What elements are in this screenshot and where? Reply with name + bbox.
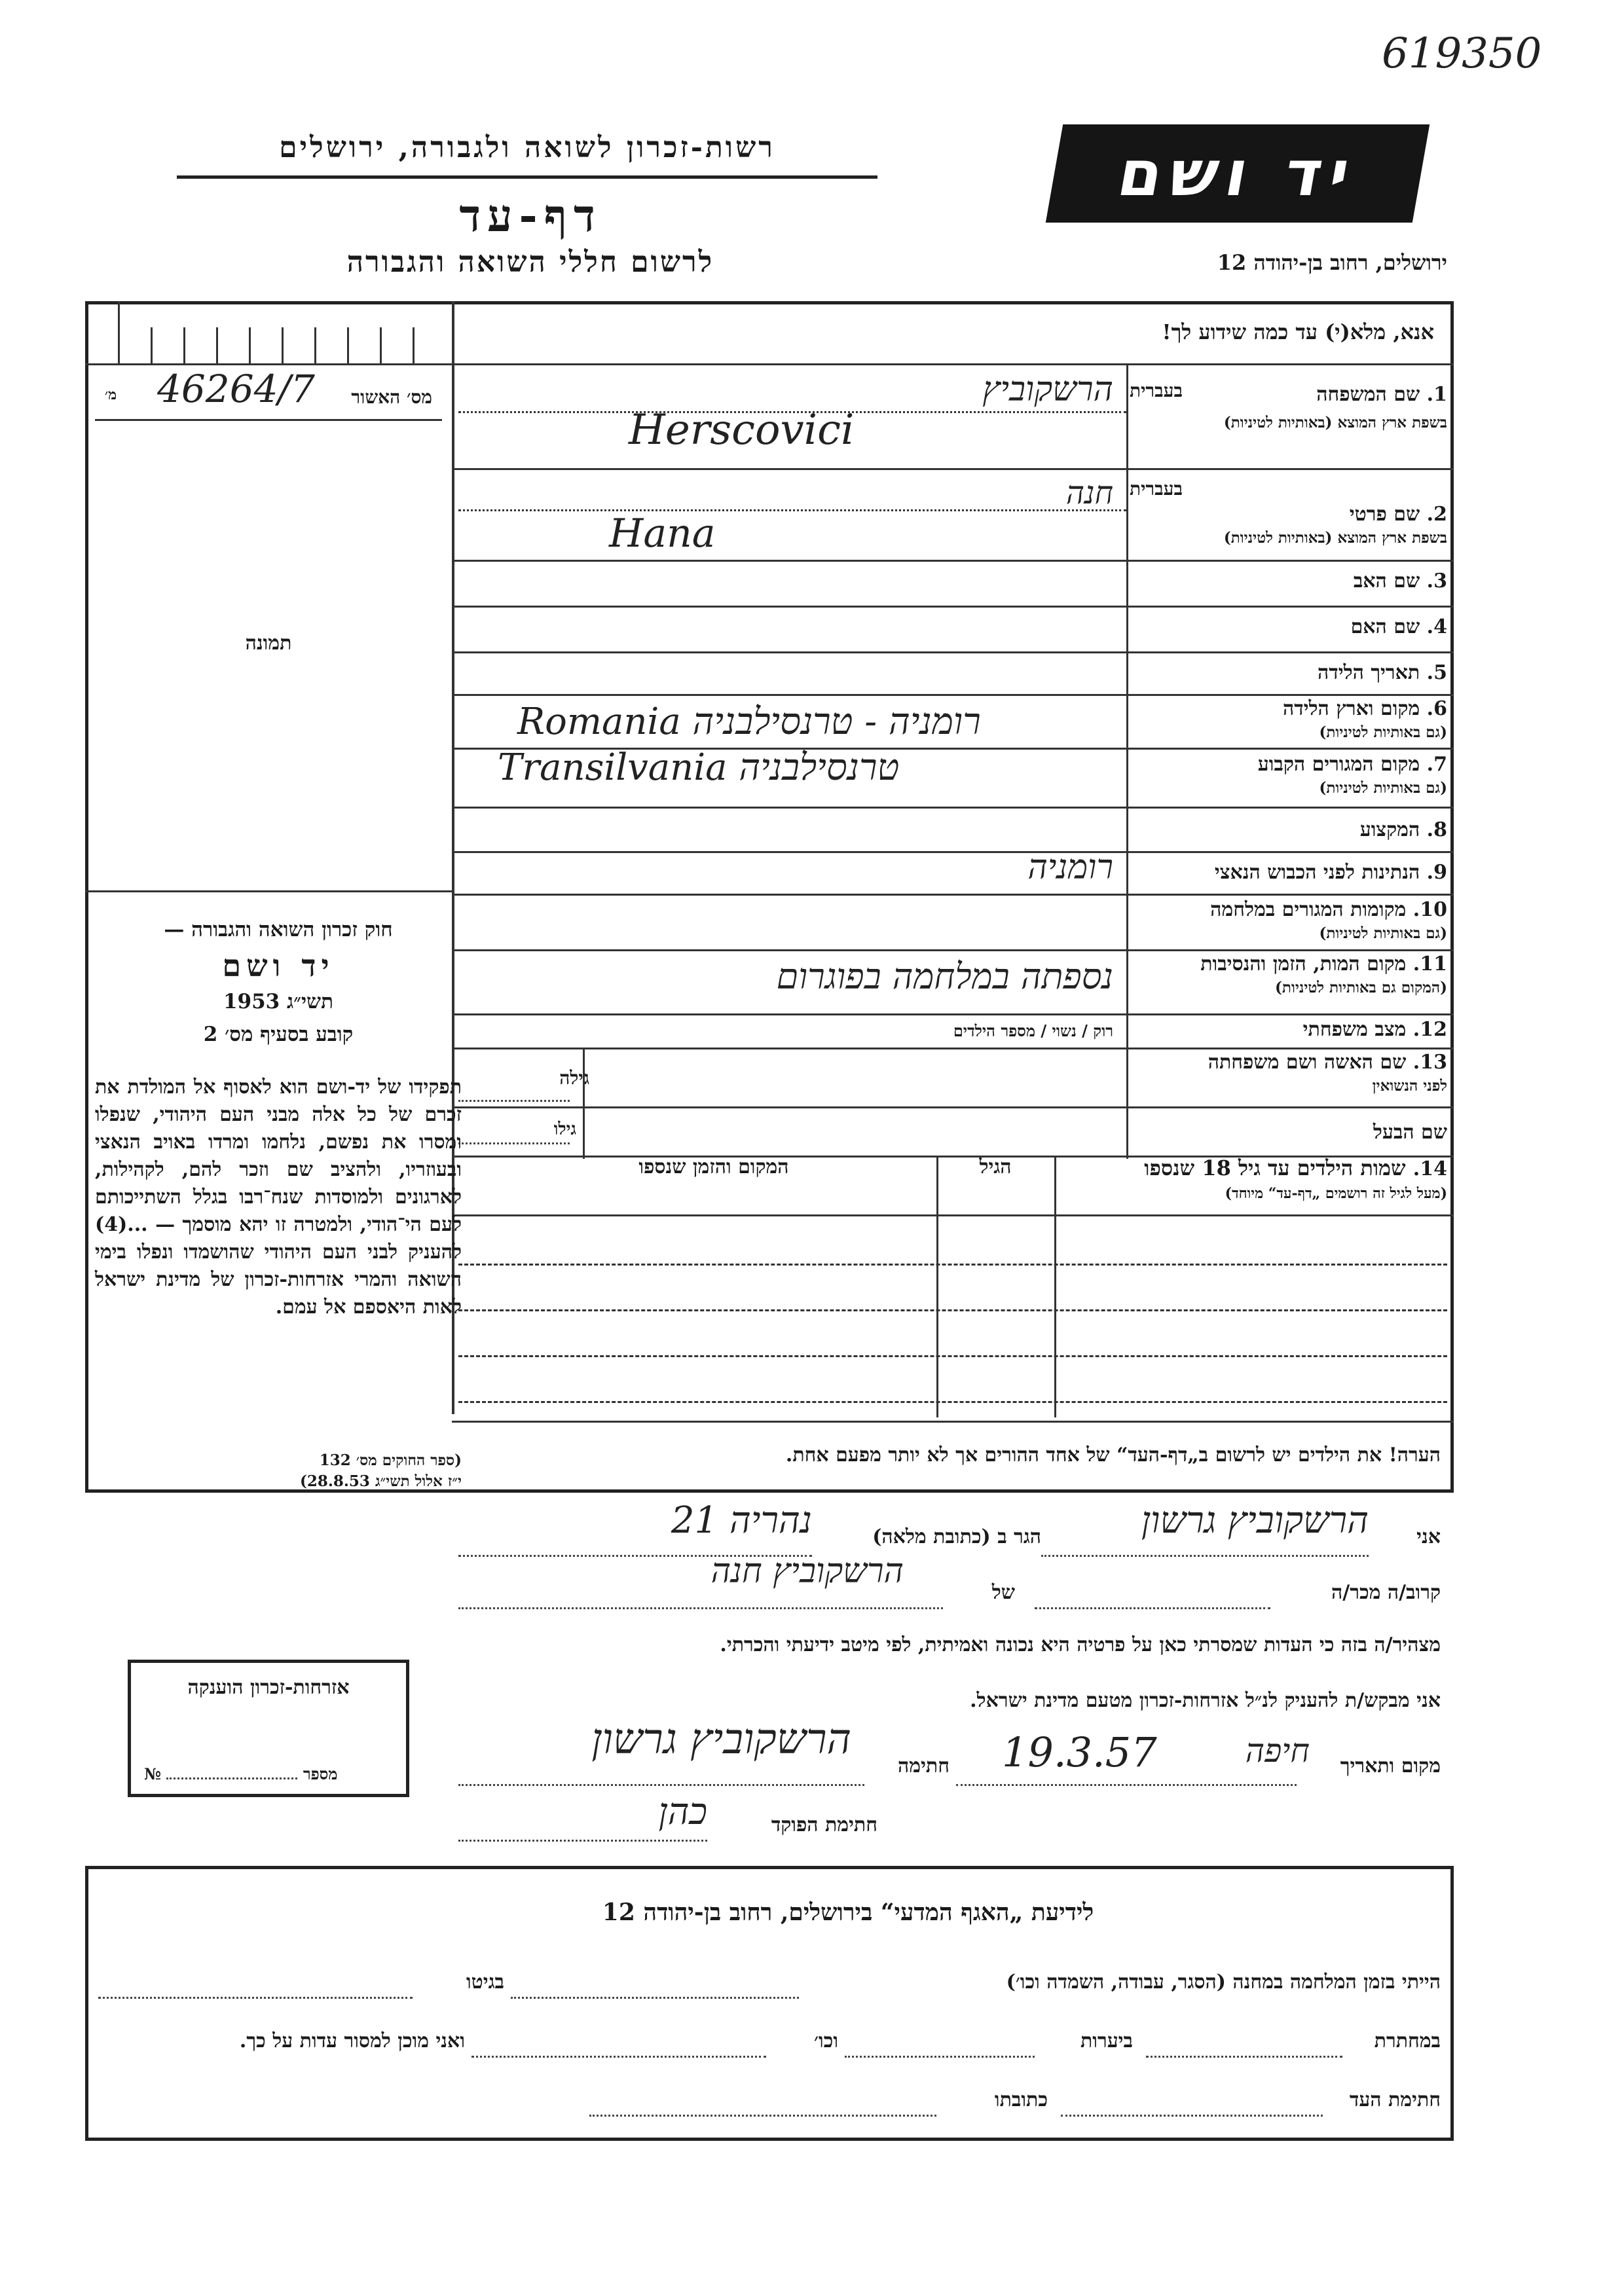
bottom-underground: במחתרת bbox=[1374, 2030, 1441, 2052]
place-date-label: מקום ותאריך bbox=[1340, 1755, 1441, 1777]
field-8-title: המקצוע bbox=[1359, 818, 1420, 841]
photo-area-bottom bbox=[85, 890, 452, 892]
field-1-title: שם המשפחה bbox=[1316, 383, 1420, 406]
archive-number: 619350 bbox=[1382, 29, 1542, 78]
field-9-title: הנתינות לפני הכבוש הנאצי bbox=[1214, 861, 1420, 884]
children-header-bottom bbox=[452, 1214, 1454, 1216]
field-12-number: 12. bbox=[1412, 1018, 1447, 1041]
residence-label: הגר ב (כתובת מלאה) bbox=[872, 1525, 1041, 1548]
field-7-label bbox=[1133, 753, 1447, 776]
field-2-hebrew-tag: בעברית bbox=[1130, 478, 1183, 500]
tick bbox=[249, 327, 251, 363]
official-signature-line bbox=[458, 1840, 707, 1842]
field-3-label bbox=[1133, 570, 1447, 592]
field-7-number: 7. bbox=[1426, 753, 1447, 776]
field-13-bottom bbox=[452, 1106, 1454, 1108]
field-2-line-a bbox=[458, 509, 1126, 511]
field-10-bottom bbox=[452, 949, 1454, 951]
relative-label: קרוב/ה מכר/ה bbox=[1331, 1581, 1441, 1604]
official-signature-label: חתימת הפוקד bbox=[771, 1813, 877, 1836]
age-column-divider bbox=[583, 1048, 585, 1159]
field-5-title: תאריך הלידה bbox=[1318, 661, 1420, 684]
declarant-name-line bbox=[1041, 1555, 1369, 1557]
certificate-underline bbox=[95, 419, 442, 421]
of-label: של bbox=[991, 1581, 1015, 1604]
bottom-title: לידיעת „האגף המדעי“ בירושלים, רחוב בן-יהודה 12 bbox=[602, 1899, 1094, 1926]
law-reference-2: י״ז אלול תשי״ג 28.8.53) bbox=[300, 1472, 462, 1490]
witness-signature-line bbox=[1061, 2115, 1323, 2117]
declaration-statement: מצהיר/ה בזה כי העדות שמסרתי כאן על פרטיה היא נכונה ואמיתית, לפי מיטב ידיעתי והכרתי. bbox=[720, 1633, 1441, 1656]
organization-name: רשות-זכרון לשואה ולגבורה, ירושלים bbox=[279, 131, 775, 164]
citizenship-number-label: מספר bbox=[303, 1764, 338, 1783]
field-2-number: 2. bbox=[1426, 503, 1447, 526]
field-6-number: 6. bbox=[1426, 697, 1447, 720]
field-10-sub: (גם באותיות לטיניות) bbox=[1319, 924, 1447, 942]
relative-line bbox=[1035, 1607, 1270, 1609]
husband-age-label: גילו bbox=[553, 1120, 576, 1139]
yad-vashem-logo bbox=[1046, 124, 1430, 223]
husband-label: שם הבעל bbox=[1373, 1121, 1447, 1144]
bottom-forests: ביערות bbox=[1080, 2030, 1133, 2052]
field-12-bottom bbox=[452, 1048, 1454, 1049]
children-divider-a bbox=[1054, 1156, 1056, 1417]
law-header bbox=[95, 913, 462, 1051]
field-5-bottom bbox=[452, 694, 1454, 696]
field-9-label bbox=[1133, 861, 1447, 884]
instruction: אנא, מלא(י) עד כמה שידוע לך! bbox=[1162, 319, 1434, 344]
certificate-prefix: מ׳ bbox=[105, 386, 117, 403]
law-body: תפקידו של יד-ושם הוא לאסוף אל המולדת את זכרם של כל אלה מבני העם היהודי, שנפלו ומסרו את נפשם, נלחמו ומרדו באויב הנאצי ובעוזריו, ולהציב שם וזכר להם, לקהילות, לארגונים ולמוסדות שנח־רבו בגלל השתייכותם לעם הי־הודי, ולמטרה זו יהא מוסמך — ...(4) להעניק לבני העם היהודי שהושמדו ונפלו בימי השואה והמרי אזרחות-זכרון של מדינת ישראל לאות היאספם אל עמם. bbox=[95, 1076, 462, 1319]
address: ירושלים, רחוב בן-יהודה 12 bbox=[1217, 250, 1447, 275]
top-strip-line bbox=[85, 363, 1454, 365]
field-6-sub: (גם באותיות לטיניות) bbox=[1319, 723, 1447, 741]
relative-name-line bbox=[458, 1607, 943, 1609]
children-note: (מעל לגיל זה רושמים „דף-עד“ מיוחד) bbox=[1225, 1185, 1447, 1202]
label-column-divider bbox=[1126, 363, 1128, 1159]
law-yad-vashem: יד ושם bbox=[222, 948, 335, 983]
death-place-value: נספתה במלחמה בפוגרום bbox=[776, 956, 1113, 997]
tick bbox=[151, 327, 153, 363]
tick bbox=[282, 327, 284, 363]
given-name-hebrew-value: חנה bbox=[1065, 475, 1113, 511]
children-remark: הערה! את הילדים יש לרשום ב„דף-העד“ של אחד ההורים אך לא יותר מפעם אחת. bbox=[785, 1444, 1441, 1467]
law-title: חוק זכרון השואה והגבורה — bbox=[164, 918, 393, 941]
signature-line bbox=[458, 1784, 864, 1786]
certificate-number-label: מס׳ האשור bbox=[351, 386, 432, 408]
field-4-bottom bbox=[452, 651, 1454, 653]
field-1-number: 1. bbox=[1426, 383, 1447, 406]
place-date-line bbox=[956, 1784, 1297, 1786]
citizenship-number-line bbox=[166, 1777, 297, 1779]
field-7-sub: (גם באותיות לטיניות) bbox=[1319, 779, 1447, 797]
given-name-latin-value: Hana bbox=[609, 511, 716, 556]
children-row-line bbox=[458, 1264, 1447, 1266]
field-2-label bbox=[1133, 503, 1447, 526]
field-9-bottom bbox=[452, 894, 1454, 896]
date-value: 19.3.57 bbox=[1002, 1728, 1157, 1776]
header-divider bbox=[177, 175, 877, 179]
bottom-willing: ואני מוכן למסור עדות על כך. bbox=[239, 2030, 465, 2052]
field-11-sub: (המקום גם באותיות לטיניות) bbox=[1275, 979, 1447, 996]
field-8-number: 8. bbox=[1426, 818, 1447, 841]
relative-name-value: הרשקוביץ חנה bbox=[710, 1552, 904, 1591]
field-10-number: 10. bbox=[1412, 898, 1447, 921]
logo-text: יד ושם bbox=[1112, 137, 1363, 210]
field-13-number: 13. bbox=[1412, 1051, 1447, 1074]
field-1-sub: בשפת ארץ המוצא (באותיות לטיניות) bbox=[1223, 414, 1447, 431]
law-section: קובע בסעיף מס׳ 2 bbox=[203, 1023, 354, 1046]
tick bbox=[118, 301, 120, 363]
declarant-address-value: נהריה 21 bbox=[671, 1499, 812, 1542]
field-12-title: מצב משפחתי bbox=[1302, 1018, 1407, 1041]
marital-status-options: רוק / נשוי / מספר הילדים bbox=[953, 1021, 1113, 1040]
bottom-etc: וכו׳ bbox=[814, 2030, 838, 2052]
field-2-sub: בשפת ארץ המוצא (באותיות לטיניות) bbox=[1223, 529, 1447, 547]
field-12-label bbox=[1133, 1018, 1447, 1041]
witness-address-line bbox=[589, 2115, 936, 2117]
certificate-number-value: 46264/7 bbox=[157, 367, 315, 411]
field-11-title: מקום המות, הזמן והנסיבות bbox=[1200, 953, 1407, 975]
children-row-line bbox=[458, 1401, 1447, 1403]
tick bbox=[216, 327, 218, 363]
signature-label: חתימה bbox=[898, 1755, 950, 1777]
form-title: דף-עד bbox=[459, 190, 602, 242]
bottom-line-1b: בגיטו bbox=[466, 1971, 504, 1994]
field-13-sub: לפני הנשואין bbox=[1372, 1077, 1447, 1095]
bottom-ghetto-line bbox=[98, 1997, 413, 1999]
citizenship-request: אני מבקש/ת להעניק לנ״ל אזרחות-זכרון מטעם מדינת ישראל. bbox=[970, 1689, 1441, 1712]
citizenship-box-title: אזרחות-זכרון הוענקה bbox=[187, 1676, 350, 1699]
form-subtitle: לרשום חללי השואה והגבורה bbox=[346, 246, 714, 279]
field-3-title: שם האב bbox=[1353, 570, 1420, 592]
citizenship-number-prefix: № bbox=[144, 1764, 162, 1783]
children-title bbox=[1061, 1156, 1447, 1180]
photo-label: תמונה bbox=[245, 632, 292, 655]
children-number: 14. bbox=[1412, 1157, 1447, 1180]
surname-hebrew-value: הרשקוביץ bbox=[982, 370, 1113, 409]
field-9-number: 9. bbox=[1426, 861, 1447, 884]
bottom-forests-line bbox=[845, 2056, 1035, 2058]
tick bbox=[347, 327, 349, 363]
field-1-bottom bbox=[452, 468, 1454, 470]
citizenship-box-number bbox=[144, 1764, 338, 1784]
field-4-number: 4. bbox=[1426, 615, 1447, 638]
witness-signature-label: חתימת העד bbox=[1349, 2088, 1441, 2111]
surname-latin-value: Herscovici bbox=[629, 406, 855, 454]
husband-age-line bbox=[458, 1142, 570, 1144]
wife-age-label: גילה bbox=[559, 1067, 589, 1089]
field-10-label bbox=[1133, 898, 1447, 921]
birth-place-value: Romania רומניה - טרנסילבניה bbox=[517, 701, 981, 743]
field-3-number: 3. bbox=[1426, 570, 1447, 592]
field-11-number: 11. bbox=[1412, 953, 1447, 975]
field-7-title: מקום המגורים הקבוע bbox=[1257, 753, 1420, 776]
field-13-title: שם האשה ושם משפחתה bbox=[1208, 1051, 1407, 1074]
declarant-name-value: הרשקוביץ גרשון bbox=[1141, 1499, 1369, 1542]
children-bottom bbox=[452, 1421, 1454, 1423]
children-age-header: הגיל bbox=[979, 1156, 1012, 1178]
tick bbox=[314, 327, 316, 363]
law-year: תשי״ג 1953 bbox=[223, 990, 334, 1013]
field-5-number: 5. bbox=[1426, 661, 1447, 684]
field-11-label bbox=[1133, 953, 1447, 975]
field-4-title: שם האם bbox=[1350, 615, 1420, 638]
field-6-label bbox=[1133, 697, 1447, 720]
field-7-bottom bbox=[452, 807, 1454, 809]
official-signature-value: כהן bbox=[658, 1791, 707, 1833]
field-2-bottom bbox=[452, 560, 1454, 562]
witness-address-label: כתובתו bbox=[994, 2088, 1048, 2111]
field-3-bottom bbox=[452, 606, 1454, 608]
children-divider-b bbox=[936, 1156, 938, 1417]
law-reference-1: (ספר החוקים מס׳ 132 bbox=[319, 1451, 462, 1469]
field-8-label bbox=[1133, 818, 1447, 841]
bottom-underground-line bbox=[1146, 2056, 1342, 2058]
children-row-line bbox=[458, 1355, 1447, 1357]
tick bbox=[183, 327, 185, 363]
field-2-title: שם פרטי bbox=[1349, 503, 1420, 526]
tick bbox=[413, 327, 415, 363]
children-title-text: שמות הילדים עד גיל 18 שנספו bbox=[1144, 1156, 1406, 1180]
field-1-hebrew-tag: בעברית bbox=[1130, 380, 1183, 401]
wife-age-line bbox=[458, 1100, 570, 1102]
field-13-label bbox=[1133, 1051, 1447, 1074]
bottom-line-1a: הייתי בזמן המלחמה במחנה (הסגר, עבודה, השמדה וכו׳) bbox=[1006, 1971, 1441, 1994]
children-row-line bbox=[458, 1309, 1447, 1311]
field-6-title: מקום וארץ הלידה bbox=[1282, 697, 1420, 720]
tick bbox=[380, 327, 382, 363]
signature-value: הרשקוביץ גרשון bbox=[591, 1715, 851, 1764]
field-5-label bbox=[1133, 661, 1447, 684]
field-4-label bbox=[1133, 615, 1447, 638]
field-10-title: מקומות המגורים במלחמה bbox=[1210, 898, 1407, 921]
law-reference bbox=[95, 1450, 462, 1492]
declarant-i-label: אני bbox=[1416, 1525, 1441, 1548]
place-value: חיפה bbox=[1245, 1732, 1310, 1770]
bottom-line-1-line bbox=[511, 1997, 799, 1999]
nationality-value: רומניה bbox=[1027, 848, 1113, 887]
residence-value: Transilvania טרנסילבניה bbox=[498, 746, 900, 789]
field-11-bottom bbox=[452, 1013, 1454, 1015]
children-place-header: המקום והזמן שנספו bbox=[638, 1156, 789, 1178]
bottom-etc-line bbox=[471, 2056, 766, 2058]
